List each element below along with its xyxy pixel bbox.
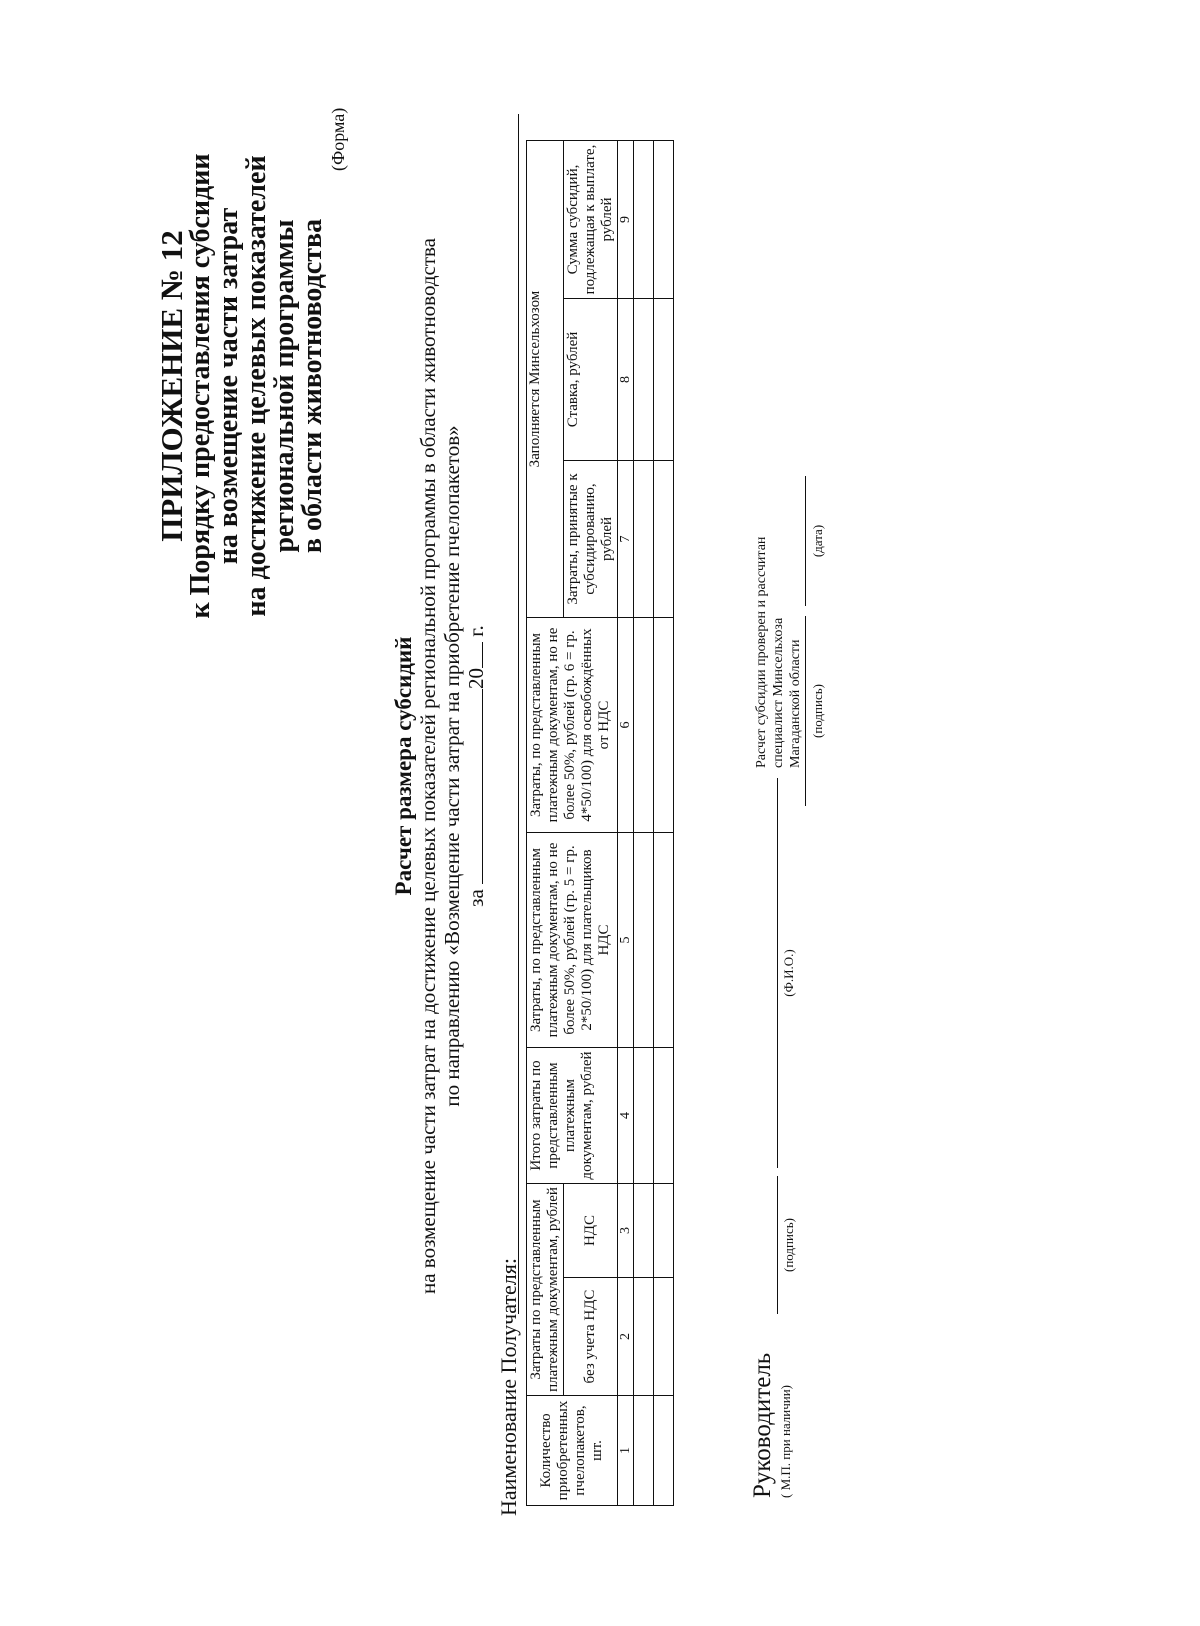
calculation-period bbox=[464, 166, 488, 1366]
column-number: 9 bbox=[618, 141, 634, 299]
table-cell[interactable] bbox=[634, 1048, 654, 1184]
table-cell[interactable] bbox=[634, 1184, 654, 1278]
year-blank-line[interactable] bbox=[467, 642, 483, 668]
specialist-block bbox=[753, 537, 804, 768]
table-cell[interactable] bbox=[634, 1278, 654, 1396]
calculation-heading bbox=[392, 166, 488, 1366]
period-prefix: за bbox=[464, 889, 488, 907]
header-costs-vat-payers: Затраты, по представленным платежным документам, но не более 50%, рублей (гр. 5 = гр. 2*50/100) для плательщиков НДС bbox=[527, 833, 618, 1048]
header-accepted-costs: Затраты, принятые к субсидированию, рублей bbox=[564, 461, 618, 618]
table-cell[interactable] bbox=[634, 461, 654, 618]
calculation-subtitle: на возмещение части затрат на достижение целевых показателей региональной программы в области животноводства bbox=[416, 238, 440, 1294]
appendix-heading bbox=[154, 76, 328, 696]
column-number: 5 bbox=[618, 833, 634, 1048]
head-fio-caption: (Ф.И.О.) bbox=[781, 949, 796, 997]
header-costs-vat-exempt: Затраты, по представленным платежным документам, но не более 50%, рублей (гр. 6 = гр. 4*50/100) для освобождённых от НДС bbox=[527, 618, 618, 833]
head-label: Руководитель bbox=[749, 1352, 776, 1498]
header-rate: Ставка, рублей bbox=[564, 299, 618, 461]
head-fio-line[interactable] bbox=[777, 778, 778, 1168]
subsidy-table bbox=[526, 140, 674, 1506]
form-label: (Форма) bbox=[328, 107, 348, 171]
head-signature-line[interactable] bbox=[777, 1176, 778, 1314]
checked-text: Расчет субсидии проверен и рассчитан bbox=[754, 536, 769, 768]
column-numbers-row bbox=[618, 141, 634, 1506]
table-cell[interactable] bbox=[654, 1184, 674, 1278]
column-number: 8 bbox=[618, 299, 634, 461]
calculation-title: Расчет размера субсидий bbox=[391, 636, 416, 896]
table-cell[interactable] bbox=[654, 461, 674, 618]
region-text: Магаданской области bbox=[788, 639, 803, 768]
specialist-text: специалист Минсельхоза bbox=[771, 617, 786, 768]
appendix-number: ПРИЛОЖЕНИЕ № 12 bbox=[154, 230, 189, 542]
appendix-line: к Порядку предоставления субсидии bbox=[185, 153, 216, 619]
recipient-label: Наименование Получателя: bbox=[496, 1258, 521, 1516]
table-cell[interactable] bbox=[634, 141, 654, 299]
header-total-costs: Итого затраты по представленным платежным документам, рублей bbox=[527, 1048, 618, 1184]
header-quantity: Количество приобретенных пчелопакетов, шт. bbox=[527, 1396, 618, 1506]
table-cell[interactable] bbox=[654, 1396, 674, 1506]
recipient-name-line[interactable] bbox=[518, 114, 519, 1314]
header-ministry-group: Заполняется Минсельхозом bbox=[527, 141, 564, 618]
column-number: 4 bbox=[618, 1048, 634, 1184]
column-number: 2 bbox=[618, 1278, 634, 1396]
specialist-signature-line[interactable] bbox=[805, 616, 806, 806]
appendix-line: в области животноводства bbox=[297, 218, 328, 554]
stamp-note: ( М.П. при наличии) bbox=[778, 1384, 793, 1498]
table-cell[interactable] bbox=[654, 141, 674, 299]
calculation-direction: по направлению «Возмещение части затрат на приобретение пчелопакетов» bbox=[440, 425, 464, 1107]
appendix-line: на возмещение части затрат bbox=[213, 207, 244, 565]
header-vat: НДС bbox=[564, 1184, 618, 1278]
table-row bbox=[654, 141, 674, 1506]
table-cell[interactable] bbox=[634, 1396, 654, 1506]
column-number: 1 bbox=[618, 1396, 634, 1506]
period-suffix: г. bbox=[464, 625, 488, 637]
column-number: 3 bbox=[618, 1184, 634, 1278]
header-without-vat: без учета НДС bbox=[564, 1278, 618, 1396]
period-blank-line[interactable] bbox=[467, 689, 483, 884]
table-row bbox=[634, 141, 654, 1506]
appendix-line: региональной программы bbox=[269, 219, 300, 553]
column-number: 6 bbox=[618, 618, 634, 833]
specialist-signature-caption: (подпись) bbox=[810, 684, 825, 738]
header-subsidy-amount: Сумма субсидий, подлежащая к выплате, рублей bbox=[564, 141, 618, 299]
table-cell[interactable] bbox=[634, 833, 654, 1048]
header-costs-group: Затраты по представленным платежным документам, рублей bbox=[527, 1184, 564, 1396]
period-year: 20 bbox=[464, 667, 488, 689]
date-line[interactable] bbox=[805, 476, 806, 606]
table-cell[interactable] bbox=[634, 618, 654, 833]
table-cell[interactable] bbox=[654, 1278, 674, 1396]
table-cell[interactable] bbox=[654, 1048, 674, 1184]
table-cell[interactable] bbox=[654, 833, 674, 1048]
column-number: 7 bbox=[618, 461, 634, 618]
head-signature-caption: (подпись) bbox=[781, 1218, 796, 1272]
date-caption: (дата) bbox=[810, 524, 825, 558]
appendix-line: на достижение целевых показателей bbox=[241, 155, 272, 617]
table-cell[interactable] bbox=[634, 299, 654, 461]
table-cell[interactable] bbox=[654, 299, 674, 461]
table-cell[interactable] bbox=[654, 618, 674, 833]
